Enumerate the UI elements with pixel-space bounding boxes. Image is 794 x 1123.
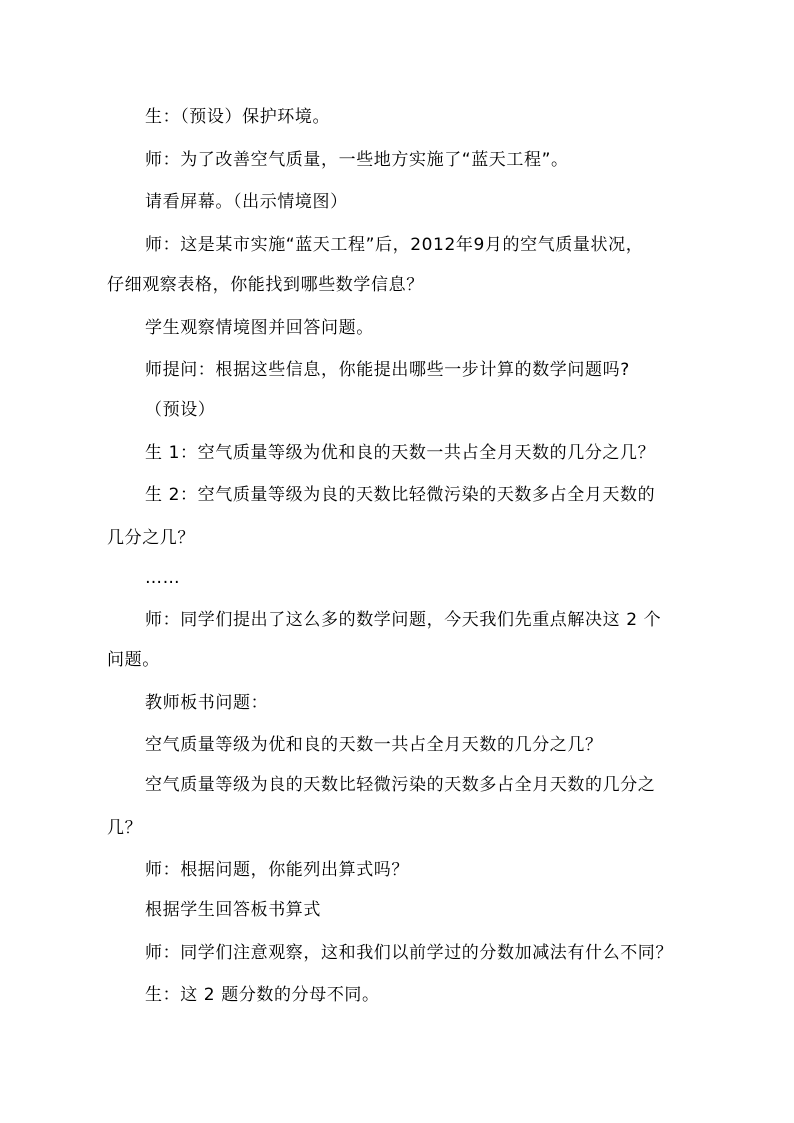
paragraph-line: 空气质量等级为优和良的天数一共占全月天数的几分之几？ — [145, 735, 603, 755]
ellipsis-line: …… — [145, 568, 181, 588]
paragraph-line: 师提问：根据这些信息，你能提出哪些一步计算的数学问题吗? — [145, 360, 630, 380]
paragraph-line: 师：这是某市实施“蓝天工程”后，2012年9月的空气质量状况， — [145, 235, 644, 255]
paragraph-line: 生：这 2 题分数的分母不同。 — [145, 985, 380, 1005]
paragraph-line: 仔细观察表格，你能找到哪些数学信息？ — [107, 275, 424, 295]
paragraph-line: 几分之几？ — [107, 528, 195, 548]
paragraph-line: 生 2：空气质量等级为良的天数比轻微污染的天数多占全月天数的 — [145, 485, 656, 505]
paragraph-line: 师：同学们注意观察，这和我们以前学过的分数加减法有什么不同？ — [145, 943, 673, 963]
paragraph-line: 师：根据问题，你能列出算式吗？ — [145, 860, 409, 880]
paragraph-line: 生 1：空气质量等级为优和良的天数一共占全月天数的几分之几？ — [145, 443, 656, 463]
paragraph-line: 生：（预设）保护环境。 — [145, 107, 331, 127]
paragraph-line: 几？ — [107, 818, 143, 838]
paragraph-line: 根据学生回答板书算式 — [145, 900, 321, 920]
paragraph-line: 教师板书问题： — [145, 693, 269, 713]
paragraph-line: 请看屏幕。（出示情境图） — [145, 192, 348, 212]
paragraph-line: 师：同学们提出了这么多的数学问题，今天我们先重点解决这 2 个 — [145, 610, 662, 630]
paragraph-line: （预设） — [145, 400, 216, 420]
paragraph-line: 问题。 — [107, 650, 160, 670]
paragraph-line: 师：为了改善空气质量，一些地方实施了“蓝天工程”。 — [145, 150, 569, 170]
paragraph-line: 空气质量等级为良的天数比轻微污染的天数多占全月天数的几分之 — [145, 775, 656, 795]
paragraph-line: 学生观察情境图并回答问题。 — [145, 318, 374, 338]
